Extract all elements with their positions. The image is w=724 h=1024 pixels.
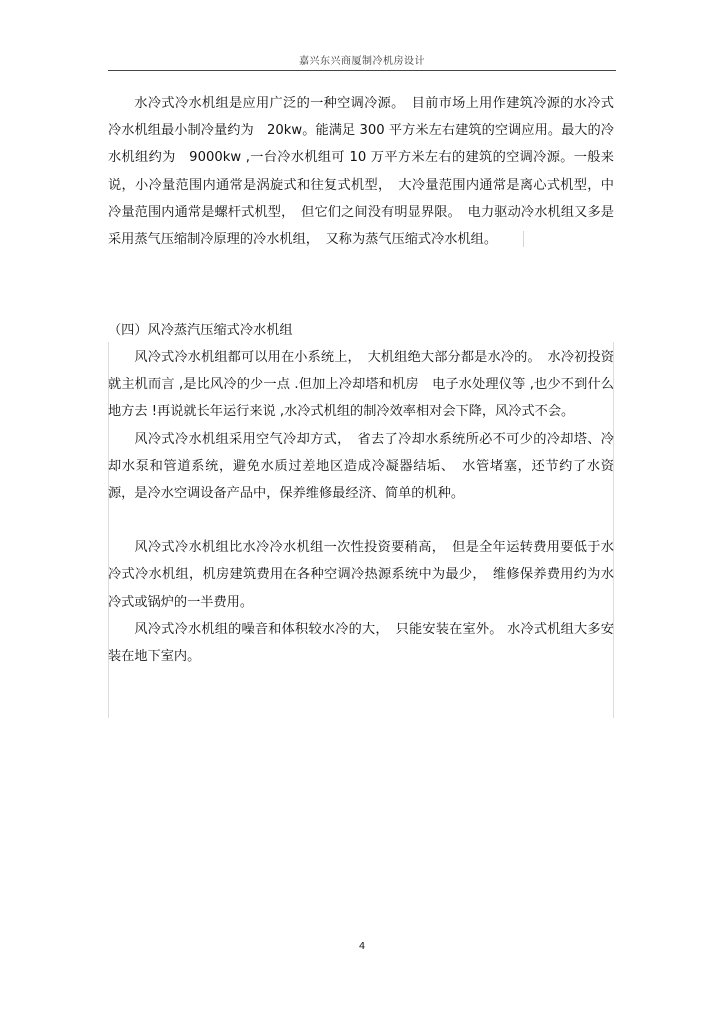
- section-heading: （四）风冷蒸汽压缩式冷水机组: [108, 323, 293, 338]
- paragraph-spacer: [108, 507, 614, 534]
- paragraph-1: 风冷式冷水机组都可以用在小系统上， 大机组绝大部分都是水冷的。 水冷初投资就主机而言 ,是比风冷的少一点 .但加上冷却塔和机房 电子水处理仪等 ,也少不到什么地方去 !再说就长年运行来说 ,水冷式机组的制冷效率相对会下降，风冷式不会。: [108, 350, 614, 420]
- paragraph-2: 风冷式冷水机组采用空气冷却方式， 省去了冷却水系统所必不可少的冷却塔、冷却水泵和管道系统，避免水质过差地区造成冷凝器结垢、 水管堵塞，还节约了水资源，是冷水空调设备产品中，保养维修最经济、简单的机种。: [108, 431, 614, 502]
- page-header-title: 嘉兴东兴商厦制冷机房设计: [299, 56, 425, 67]
- header-divider: [108, 70, 616, 71]
- intro-section: [108, 90, 614, 253]
- paragraph-3: 风冷式冷水机组比水冷冷水机组一次性投资要稍高， 但是全年运转费用要低于水冷式冷水机组，机房建筑费用在各种空调冷热源系统中为最少， 维修保养费用约为水冷式或锅炉的一半费用。: [108, 540, 614, 610]
- paragraph-4: 风冷式冷水机组的噪音和体积较水冷的大， 只能安装在室外。 水冷式机组大多安装在地下室内。: [108, 621, 614, 665]
- page-number: 4: [358, 941, 366, 952]
- text-cursor-mark: [523, 231, 524, 247]
- intro-paragraph: [108, 90, 614, 253]
- intro-paragraph-text: 水冷式冷水机组是应用广泛的一种空调冷源。 目前市场上用作建筑冷源的水冷式冷水机组最小制冷量约为 20kw。能满足 300 平方米左右建筑的空调应用。最大的冷水机组约为 9000kw ,一台冷水机组可 10 万平方米左右的建筑的空调冷源。一般来说，小冷量范围内通常是涡旋式和往复式机型， 大冷量范围内通常是离心式机型，中冷量范围内通常是螺杆式机型， 但它们之间没有明显界限。 电力驱动冷水机组又多是采用蒸气压缩制冷原理的冷水机组， 又称为蒸气压缩式冷水机组。: [108, 96, 614, 248]
- air-cooled-section: [108, 344, 614, 670]
